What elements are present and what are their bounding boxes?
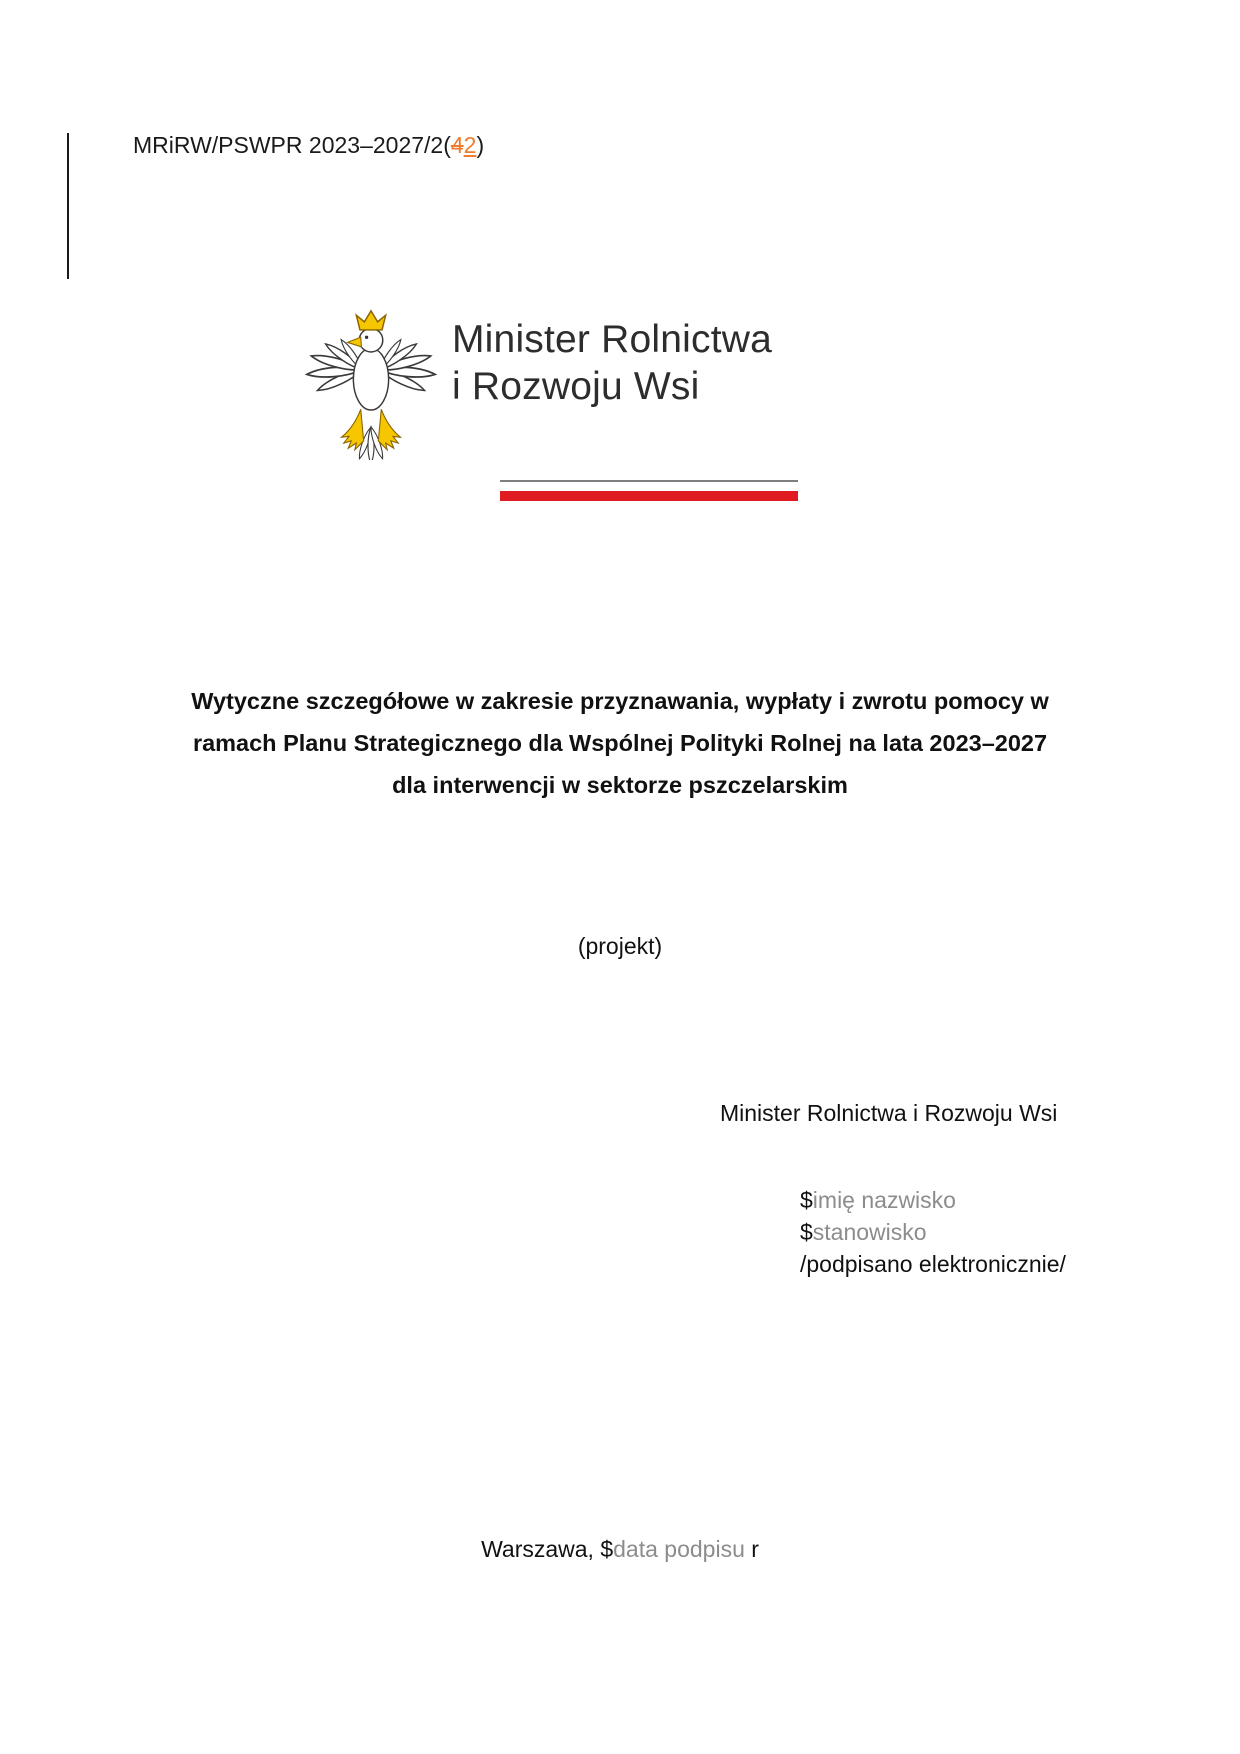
footer-suffix: r — [744, 1536, 759, 1562]
document-title — [0, 680, 1240, 806]
date-placeholder: data podpisu — [613, 1536, 745, 1562]
title-line-2: ramach Planu Strategicznego dla Wspólnej Polityki Rolnej na lata 2023–2027 — [192, 730, 1048, 756]
reference-deleted-text: 4 — [450, 132, 464, 158]
ministry-wordmark-line2: i Rozwoju Wsi — [452, 365, 700, 408]
name-placeholder: imię nazwisko — [812, 1187, 956, 1213]
reference-suffix: ) — [476, 132, 485, 158]
flag-white-stripe — [500, 480, 798, 491]
reference-inserted-text: 2 — [463, 132, 477, 158]
city-prefix: Warszawa, — [481, 1536, 601, 1562]
reference-prefix: MRiRW/PSWPR 2023–2027/2( — [133, 132, 451, 158]
reference-number — [133, 132, 484, 159]
position-sigil: $ — [800, 1219, 813, 1245]
ministry-wordmark-line1: Minister Rolnictwa — [452, 318, 773, 361]
place-and-date-line — [0, 1536, 1240, 1563]
position-placeholder: stanowisko — [812, 1219, 927, 1245]
signed-electronically-note: /podpisano elektronicznie/ — [800, 1251, 1066, 1277]
title-line-3: dla interwencji w sektorze pszczelarskim — [392, 772, 848, 798]
flag-underline — [500, 480, 798, 501]
title-line-1: Wytyczne szczegółowe w zakresie przyznawania, wypłaty i zwrotu pomocy w — [191, 688, 1049, 714]
date-sigil: $ — [600, 1536, 614, 1562]
signature-name-line — [800, 1184, 1066, 1216]
name-sigil: $ — [800, 1187, 813, 1213]
signature-position-line — [800, 1216, 1066, 1248]
signature-block — [800, 1184, 1066, 1280]
signing-authority: Minister Rolnictwa i Rozwoju Wsi — [720, 1100, 1058, 1126]
polish-eagle-icon — [297, 302, 445, 465]
draft-label: (projekt) — [577, 933, 663, 959]
flag-red-stripe — [500, 491, 798, 501]
change-bar — [67, 133, 69, 279]
ministry-wordmark — [452, 316, 772, 410]
